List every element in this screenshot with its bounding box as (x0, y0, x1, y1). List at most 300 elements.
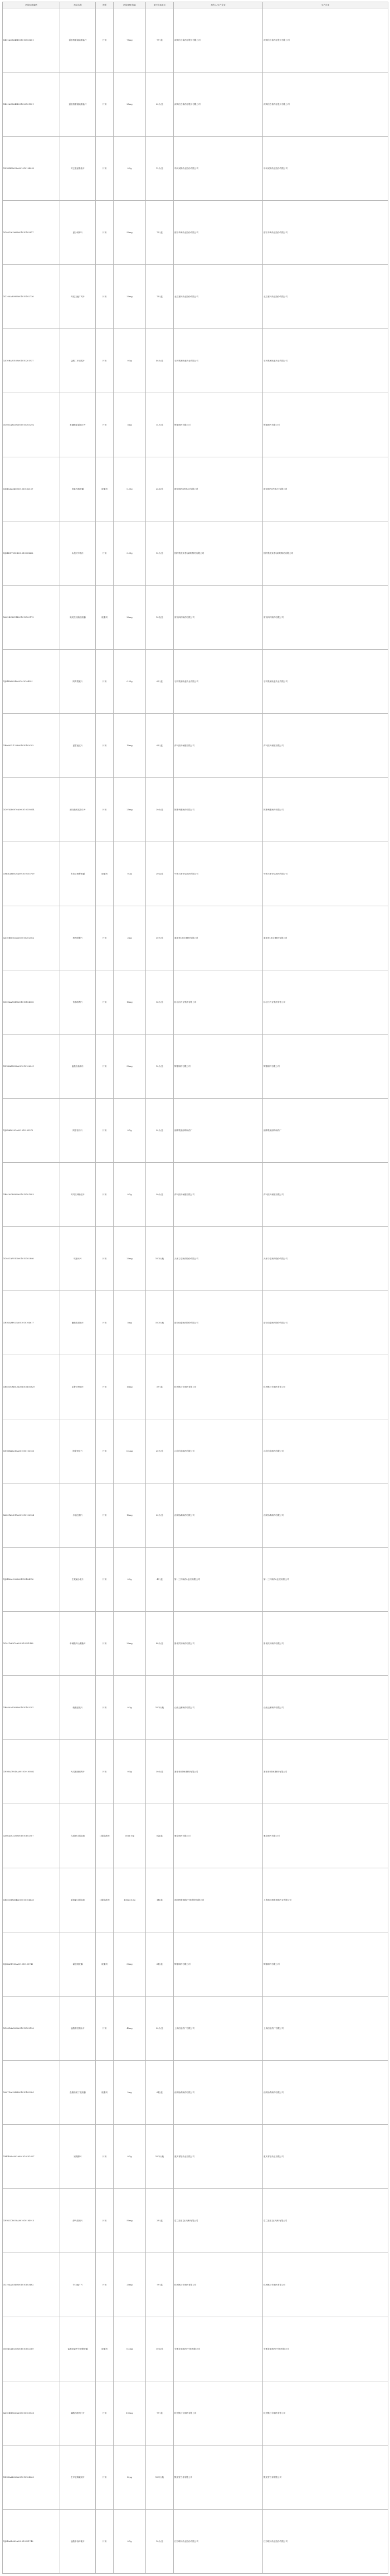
cell-license-holder: 重庆青阳药业有限公司 (174, 2125, 263, 2189)
cell-package-unit: 20粒/盒 (146, 842, 174, 906)
cell-name: 盐酸舍曲林片 (60, 1035, 96, 1099)
cell-license-holder: 华润双鹤药业股份有限公司 (174, 137, 263, 201)
table-row (3, 329, 388, 393)
table-row (3, 73, 388, 137)
cell-license-holder: 西安杨森制药有限公司 (174, 1483, 263, 1548)
cell-name: 盐酸维拉帕米片 (60, 1997, 96, 2061)
cell-dosage-form: 胶囊剂 (96, 2061, 114, 2125)
cell-dosage-form: 片剂 (96, 1355, 114, 1419)
cell-specification: 0.5g (114, 329, 146, 393)
table-row (3, 650, 388, 714)
cell-code: XC07ABM070A001010105614 (3, 778, 60, 842)
cell-dosage-form: 片剂 (96, 1548, 114, 1612)
cell-dosage-form: 片剂 (96, 1997, 114, 2061)
cell-specification: 25mg (114, 778, 146, 842)
cell-manufacturer: 国药集团致君(深圳)制药有限公司 (263, 521, 388, 586)
cell-name: 苯磺酸氨氯地平片 (60, 393, 96, 457)
cell-package-unit: 7片/盒 (146, 201, 174, 265)
cell-manufacturer: 中美天津史克制药有限公司 (263, 842, 388, 906)
cell-specification: 50mg (114, 1932, 146, 1997)
cell-dosage-form: 片剂 (96, 1099, 114, 1163)
cell-specification: 50μg (114, 2445, 146, 2510)
cell-dosage-form: 片剂 (96, 2189, 114, 2253)
table-row (3, 1291, 388, 1355)
cell-manufacturer: 天津力生制药股份有限公司 (263, 1227, 388, 1291)
cell-name: 阿托伐他汀钙片 (60, 265, 96, 329)
cell-code: XN02CCS030A001010104915 (3, 2189, 60, 2253)
cell-manufacturer: 雅培制药有限公司 (263, 1804, 388, 1868)
cell-manufacturer: 默克雪兰诺有限公司 (263, 2445, 388, 2510)
cell-dosage-form: 片剂 (96, 2253, 114, 2317)
table-row (3, 1035, 388, 1099)
cell-name: 呋塞米片 (60, 1227, 96, 1291)
column-header-dosage-form: 剂型 (96, 2, 114, 8)
cell-specification: 20mg (114, 265, 146, 329)
cell-license-holder: 阿斯利康制药有限公司 (174, 778, 263, 842)
cell-dosage-form: 片剂 (96, 393, 114, 457)
cell-license-holder: 安斯泰来制药(中国)有限公司 (174, 2317, 263, 2381)
cell-dosage-form: 片剂 (96, 521, 114, 586)
cell-manufacturer: 阿斯利康制药有限公司 (263, 778, 388, 842)
cell-dosage-form: 片剂 (96, 1035, 114, 1099)
cell-code: XC03CAF010A001010102846 (3, 1227, 60, 1291)
cell-name: 布洛芬缓释胶囊 (60, 842, 96, 906)
cell-dosage-form: 片剂 (96, 1740, 114, 1804)
cell-manufacturer: 葛兰素史克(天津)有限公司 (263, 2189, 388, 2253)
cell-package-unit: 2片/盒 (146, 2189, 174, 2253)
cell-specification: 2mg (114, 2061, 146, 2125)
cell-license-holder: 北京嘉林药业股份有限公司 (174, 265, 263, 329)
cell-code: XN06ABS022A001010106241 (3, 1035, 60, 1099)
cell-name: 氯雷他定片 (60, 714, 96, 778)
cell-name: 舒马普坦片 (60, 2189, 96, 2253)
cell-dosage-form: 片剂 (96, 329, 114, 393)
cell-code: XB01ACA056A001010101983 (3, 1163, 60, 1227)
table-row (3, 201, 388, 265)
cell-code: XJ01AAD082A001010101746 (3, 2510, 60, 2574)
cell-code: XM04AAA003A001010101627 (3, 2125, 60, 2189)
cell-code: XJ01MAL036A001010104076 (3, 1548, 60, 1612)
cell-manufacturer: 安斯泰来制药(中国)有限公司 (263, 2317, 388, 2381)
table-row (3, 1227, 388, 1291)
cell-package-unit: 10粒/盒 (146, 2317, 174, 2381)
table-row (3, 1740, 388, 1804)
cell-code: XA07DAL043E001010105284 (3, 2061, 60, 2125)
cell-package-unit: 14片/盒 (146, 1035, 174, 1099)
cell-manufacturer: 西安杨森制药有限公司 (263, 1483, 388, 1548)
cell-dosage-form: 片剂 (96, 137, 114, 201)
cell-license-holder: 山西云鹏制药有限公司 (174, 1676, 263, 1740)
cell-name: 盐酸多西环素片 (60, 2510, 96, 2574)
table-row (3, 8, 388, 73)
cell-package-unit: 100片/瓶 (146, 1291, 174, 1355)
cell-package-unit: 24片/盒 (146, 1099, 174, 1163)
table-row (3, 2189, 388, 2253)
cell-specification: 10mg (114, 1483, 146, 1548)
cell-specification: 20mg (114, 1612, 146, 1676)
cell-specification: 75mg (114, 8, 146, 73)
cell-package-unit: 6粒/盒 (146, 2061, 174, 2125)
cell-name: 别嘌醇片 (60, 2125, 96, 2189)
table-row (3, 1676, 388, 1740)
cell-license-holder: 联邦制药(内蒙古)有限公司 (174, 457, 263, 521)
cell-name: 磷酸西格列汀片 (60, 2381, 96, 2445)
cell-code: XH03AAL026A001010104263 (3, 2445, 60, 2510)
cell-specification: 0.25g (114, 521, 146, 586)
cell-license-holder: 深圳信立泰药业股份有限公司 (174, 73, 263, 137)
cell-specification: 40mg (114, 1997, 146, 2061)
cell-package-unit: 100片/瓶 (146, 2445, 174, 2510)
cell-name: 阿莫西林胶囊 (60, 457, 96, 521)
cell-specification: 0.1g (114, 2510, 146, 2574)
cell-license-holder: 石药集团欧意药业有限公司 (174, 329, 263, 393)
cell-manufacturer: 联邦制药(内蒙古)有限公司 (263, 457, 388, 521)
cell-dosage-form: 胶囊剂 (96, 586, 114, 650)
cell-code: XA10BBG022A001010202184 (3, 906, 60, 970)
cell-specification: 0.2mg (114, 2317, 146, 2381)
cell-manufacturer: 上海信谊药厂有限公司 (263, 1997, 388, 2061)
cell-name: 乳果糖口服溶液 (60, 1804, 96, 1868)
cell-dosage-form: 片剂 (96, 1163, 114, 1227)
cell-dosage-form: 片剂 (96, 73, 114, 137)
cell-license-holder: 默克雪兰诺有限公司 (174, 2445, 263, 2510)
table-row (3, 1932, 388, 1997)
cell-manufacturer: 北京嘉林药业股份有限公司 (263, 265, 388, 329)
cell-manufacturer: 辉瑞制药有限公司 (263, 1932, 388, 1997)
cell-specification: 10mg (114, 714, 146, 778)
table-row (3, 778, 388, 842)
cell-specification: 0.4mg (114, 1419, 146, 1483)
cell-code: XJ01DCT015B001010103402 (3, 521, 60, 586)
cell-code: XN03AGV040A001010105862 (3, 1740, 60, 1804)
cell-license-holder: 勃林格殷格翰(中国)投资有限公司 (174, 1868, 263, 1932)
cell-manufacturer: 江苏联环药业股份有限公司 (263, 2510, 388, 2574)
column-header-code: 药品标准编码 (3, 2, 60, 8)
cell-dosage-form: 片剂 (96, 650, 114, 714)
cell-manufacturer: 杭州默沙东制药有限公司 (263, 2253, 388, 2317)
cell-specification: 50mg (114, 2189, 146, 2253)
cell-package-unit: 16片/盒 (146, 970, 174, 1035)
cell-name: 酒石酸美托洛尔片 (60, 778, 96, 842)
cell-package-unit: 6袋/盒 (146, 1804, 174, 1868)
cell-dosage-form: 片剂 (96, 2125, 114, 2189)
cell-license-holder: 雅培制药有限公司 (174, 1804, 263, 1868)
column-header-package-unit: 最小包装单位 (146, 2, 174, 8)
cell-code: XA06ADL026A001010102517 (3, 1804, 60, 1868)
cell-name: 多潘立酮片 (60, 1483, 96, 1548)
cell-license-holder: 赛诺菲(杭州)制药有限公司 (174, 1740, 263, 1804)
cell-manufacturer: 拜耳医药保健有限公司 (263, 1163, 388, 1227)
cell-package-unit: 20片/盒 (146, 778, 174, 842)
cell-specification: 50mg (114, 201, 146, 265)
column-header-specification: 药品规格/包装 (114, 2, 146, 8)
cell-code: XA10BHS020A001010105138 (3, 2381, 60, 2445)
cell-code: XJ01FAA054A001010104281 (3, 650, 60, 714)
cell-license-holder: 江苏联环药业股份有限公司 (174, 2510, 263, 2574)
cell-license-holder: 山东信谊制药有限公司 (174, 1419, 263, 1483)
table-header (3, 2, 388, 8)
cell-specification: 15ml:10g (114, 1804, 146, 1868)
cell-name: 奥美拉唑肠溶胶囊 (60, 586, 96, 650)
cell-manufacturer: 上海勃林格殷格翰药业有限公司 (263, 1868, 388, 1932)
cell-name: 单硝酸异山梨酯片 (60, 1612, 96, 1676)
cell-name: 阿奇霉素片 (60, 650, 96, 714)
cell-dosage-form: 口服溶液剂 (96, 1804, 114, 1868)
cell-license-holder: 国药集团致君(深圳)制药有限公司 (174, 521, 263, 586)
cell-manufacturer: 赛诺菲(北京)制药有限公司 (263, 906, 388, 970)
cell-license-holder: 拜耳医药保健有限公司 (174, 1163, 263, 1227)
cell-package-unit: 30片/盒 (146, 1483, 174, 1548)
cell-dosage-form: 片剂 (96, 2445, 114, 2510)
cell-package-unit: 48片/盒 (146, 1612, 174, 1676)
cell-name: 头孢呋辛酯片 (60, 521, 96, 586)
cell-license-holder: 赛诺菲(北京)制药有限公司 (174, 906, 263, 970)
drug-catalog-table (2, 2, 388, 2574)
cell-package-unit: 10片/盒 (146, 2510, 174, 2574)
cell-code: XN05BAA213A001010103185 (3, 1419, 60, 1483)
table-row (3, 265, 388, 329)
table-row (3, 1804, 388, 1868)
table-row (3, 1419, 388, 1483)
cell-license-holder: 丽珠集团丽珠制药厂 (174, 1099, 263, 1163)
table-row (3, 1099, 388, 1163)
cell-specification: 0.5g (114, 1740, 146, 1804)
cell-dosage-form: 片剂 (96, 1676, 114, 1740)
cell-specification: 0.25g (114, 650, 146, 714)
cell-code: XA02BCA211E001010109173 (3, 586, 60, 650)
cell-package-unit: 48片/盒 (146, 329, 174, 393)
column-header-name: 药品名称 (60, 2, 96, 8)
cell-name: 盐酸坦索罗辛缓释胶囊 (60, 2317, 96, 2381)
table-row (3, 393, 388, 457)
table-row (3, 970, 388, 1035)
cell-manufacturer: 山西云鹏制药有限公司 (263, 1676, 388, 1740)
table-row (3, 1163, 388, 1227)
cell-license-holder: 西安杨森制药有限公司 (174, 2061, 263, 2125)
cell-specification: 0.1g (114, 1099, 146, 1163)
cell-name: 依那普利片 (60, 970, 96, 1035)
cell-code: XM01AEB020A001010103729 (3, 842, 60, 906)
table-row (3, 1997, 388, 2061)
cell-package-unit: 7片/盒 (146, 2253, 174, 2317)
cell-name: 硫酸亚铁片 (60, 1676, 96, 1740)
cell-license-holder: 扬子江药业集团有限公司 (174, 970, 263, 1035)
table-row (3, 586, 388, 650)
cell-specification: 0.3g (114, 1676, 146, 1740)
cell-package-unit: 100片/瓶 (146, 1676, 174, 1740)
table-row (3, 2381, 388, 2445)
cell-name: 对乙酰氨基酚片 (60, 137, 96, 201)
cell-specification: 5mg (114, 1291, 146, 1355)
cell-license-holder: 浙江华海药业股份有限公司 (174, 201, 263, 265)
cell-package-unit: 30片/盒 (146, 906, 174, 970)
cell-license-holder: 上海信谊药厂有限公司 (174, 1997, 263, 2061)
table-row (3, 842, 388, 906)
cell-name: 格列美脲片 (60, 906, 96, 970)
cell-dosage-form: 胶囊剂 (96, 1932, 114, 1997)
cell-dosage-form: 口服溶液剂 (96, 1868, 114, 1932)
cell-manufacturer: 鲁南贝特制药有限公司 (263, 1612, 388, 1676)
cell-dosage-form: 片剂 (96, 970, 114, 1035)
table-row (3, 2253, 388, 2317)
cell-license-holder: 浙江仙琚制药股份有限公司 (174, 1291, 263, 1355)
cell-license-holder: 葛兰素史克(天津)有限公司 (174, 2189, 263, 2253)
cell-license-holder: 杭州默沙东制药有限公司 (174, 1355, 263, 1419)
cell-code: XJ01CAA040E001010102117 (3, 457, 60, 521)
table-row (3, 1612, 388, 1676)
cell-code: XB01ACA048E001010105481 (3, 8, 60, 73)
cell-specification: 0.1g (114, 1163, 146, 1227)
cell-specification: 0.5g (114, 1548, 146, 1612)
cell-name: 左甲状腺素钠片 (60, 2445, 96, 2510)
table-row (3, 1355, 388, 1419)
cell-specification: 2mg (114, 906, 146, 970)
header-row (3, 2, 388, 8)
cell-code: XG04CAT020A001010102369 (3, 2317, 60, 2381)
cell-package-unit: 7片/盒 (146, 8, 174, 73)
cell-package-unit: 7片/盒 (146, 2381, 174, 2445)
cell-manufacturer: 杭州默沙东制药有限公司 (263, 2381, 388, 2445)
table-row (3, 2445, 388, 2510)
cell-specification: 0.1g (114, 2125, 146, 2189)
cell-code: XC08CAA028A001010303294 (3, 393, 60, 457)
table-row (3, 1548, 388, 1612)
cell-package-unit: 20片/盒 (146, 1419, 174, 1483)
column-header-manufacturer: 生产企业 (263, 2, 388, 8)
cell-name: 氯吡格雷氢硫酸盐片 (60, 8, 96, 73)
cell-dosage-form: 片剂 (96, 2510, 114, 2574)
cell-name: 丙戊酸钠缓释片 (60, 1740, 96, 1804)
cell-code: XJ05ABA201A001010103572 (3, 1099, 60, 1163)
cell-dosage-form: 胶囊剂 (96, 2317, 114, 2381)
cell-code: XC09CAL066A001010103817 (3, 201, 60, 265)
cell-license-holder: 拜耳医药保健有限公司 (174, 714, 263, 778)
cell-specification: 50mg (114, 1035, 146, 1099)
cell-license-holder: 常州四药制药有限公司 (174, 586, 263, 650)
cell-manufacturer: 重庆青阳药业有限公司 (263, 2125, 388, 2189)
cell-license-holder: 杭州默沙东制药有限公司 (174, 2381, 263, 2445)
cell-code: XR03DCM040A001010105329 (3, 1355, 60, 1419)
table-row (3, 1868, 388, 1932)
cell-manufacturer: 丽珠集团丽珠制药厂 (263, 1099, 388, 1163)
cell-manufacturer: 第一三共制药(北京)有限公司 (263, 1548, 388, 1612)
table-row (3, 2317, 388, 2381)
cell-code: XC10AAS040A001010103482 (3, 2253, 60, 2317)
cell-name: 氯吡格雷氢硫酸盐片 (60, 73, 96, 137)
cell-code: XB01ACA048E001020101521 (3, 73, 60, 137)
cell-code: XH02ABP023A001010104617 (3, 1291, 60, 1355)
cell-manufacturer: 扬子江药业集团有限公司 (263, 970, 388, 1035)
cell-license-holder: 鲁南贝特制药有限公司 (174, 1612, 263, 1676)
cell-package-unit: 6粒/盒 (146, 1932, 174, 1997)
cell-dosage-form: 片剂 (96, 1483, 114, 1548)
cell-name: 阿司匹林肠溶片 (60, 1163, 96, 1227)
cell-license-holder: 深圳信立泰药业股份有限公司 (174, 8, 263, 73)
cell-name: 左氧氟沙星片 (60, 1548, 96, 1612)
table-row (3, 137, 388, 201)
cell-specification: 20mg (114, 2253, 146, 2317)
cell-specification: 100ml:0.6g (114, 1868, 146, 1932)
cell-license-holder: 中美天津史克制药有限公司 (174, 842, 263, 906)
cell-package-unit: 4片/盒 (146, 1548, 174, 1612)
cell-code: XC08DAV006A001010102196 (3, 1997, 60, 2061)
table-row (3, 1483, 388, 1548)
cell-specification: 0.25g (114, 457, 146, 521)
cell-name: 氟康唑胶囊 (60, 1932, 96, 1997)
table-row (3, 2061, 388, 2125)
cell-code: XA03FAM017A001010102954 (3, 1483, 60, 1548)
cell-dosage-form: 片剂 (96, 8, 114, 73)
cell-license-holder: 辉瑞制药有限公司 (174, 1932, 263, 1997)
cell-package-unit: 24粒/盒 (146, 457, 174, 521)
cell-package-unit: 30片/盒 (146, 1997, 174, 2061)
cell-code: XR06AXL122A001010102093 (3, 714, 60, 778)
cell-name: 阿昔洛韦片 (60, 1099, 96, 1163)
cell-license-holder: 辉瑞制药有限公司 (174, 393, 263, 457)
cell-dosage-form: 胶囊剂 (96, 842, 114, 906)
cell-specification: 10mg (114, 970, 146, 1035)
cell-dosage-form: 片剂 (96, 1227, 114, 1291)
table-row (3, 714, 388, 778)
cell-manufacturer: 华润双鹤药业股份有限公司 (263, 137, 388, 201)
cell-package-unit: 1瓶/盒 (146, 1868, 174, 1932)
cell-manufacturer: 浙江仙琚制药股份有限公司 (263, 1291, 388, 1355)
cell-license-holder: 石药集团欧意药业有限公司 (174, 650, 263, 714)
cell-package-unit: 14片/盒 (146, 393, 174, 457)
cell-package-unit: 6片/盒 (146, 714, 174, 778)
cell-manufacturer: 拜耳医药保健有限公司 (263, 714, 388, 778)
cell-manufacturer: 山东信谊制药有限公司 (263, 1419, 388, 1483)
cell-license-holder: 杭州默沙东制药有限公司 (174, 2253, 263, 2317)
cell-dosage-form: 片剂 (96, 778, 114, 842)
cell-dosage-form: 片剂 (96, 201, 114, 265)
cell-name: 阿普唑仑片 (60, 1419, 96, 1483)
cell-package-unit: 12片/盒 (146, 137, 174, 201)
cell-dosage-form: 片剂 (96, 1291, 114, 1355)
cell-code: XA10BAE010A001010201937 (3, 329, 60, 393)
cell-specification: 0.3g (114, 842, 146, 906)
cell-manufacturer: 常州四药制药有限公司 (263, 586, 388, 650)
cell-package-unit: 7片/盒 (146, 265, 174, 329)
cell-specification: 0.5g (114, 137, 146, 201)
cell-code: XN02BEA038A001010104432 (3, 137, 60, 201)
cell-specification: 5mg (114, 393, 146, 457)
cell-code: XB03AAF003A001010103291 (3, 1676, 60, 1740)
cell-package-unit: 30片/盒 (146, 1740, 174, 1804)
cell-manufacturer: 深圳信立泰药业股份有限公司 (263, 8, 388, 73)
cell-dosage-form: 片剂 (96, 265, 114, 329)
cell-package-unit: 20片/盒 (146, 73, 174, 137)
cell-name: 醋酸泼尼松片 (60, 1291, 96, 1355)
cell-license-holder: 第一三共制药(北京)有限公司 (174, 1548, 263, 1612)
cell-name: 孟鲁司特钠片 (60, 1355, 96, 1419)
cell-code: XJ02ACF030A001010103745 (3, 1932, 60, 1997)
cell-name: 盐酸洛哌丁胺胶囊 (60, 2061, 96, 2125)
cell-code: XR05CBA064A001010104628 (3, 1868, 60, 1932)
cell-dosage-form: 片剂 (96, 1612, 114, 1676)
cell-license-holder: 天津力生制药股份有限公司 (174, 1227, 263, 1291)
cell-package-unit: 5片/盒 (146, 1355, 174, 1419)
cell-name: 氨溴索口服溶液 (60, 1868, 96, 1932)
cell-specification: 20mg (114, 1227, 146, 1291)
cell-manufacturer: 赛诺菲(杭州)制药有限公司 (263, 1740, 388, 1804)
table-row (3, 2125, 388, 2189)
cell-package-unit: 30片/盒 (146, 1163, 174, 1227)
cell-specification: 10mg (114, 1355, 146, 1419)
cell-dosage-form: 片剂 (96, 906, 114, 970)
cell-specification: 25mg (114, 73, 146, 137)
cell-package-unit: 12片/盒 (146, 521, 174, 586)
